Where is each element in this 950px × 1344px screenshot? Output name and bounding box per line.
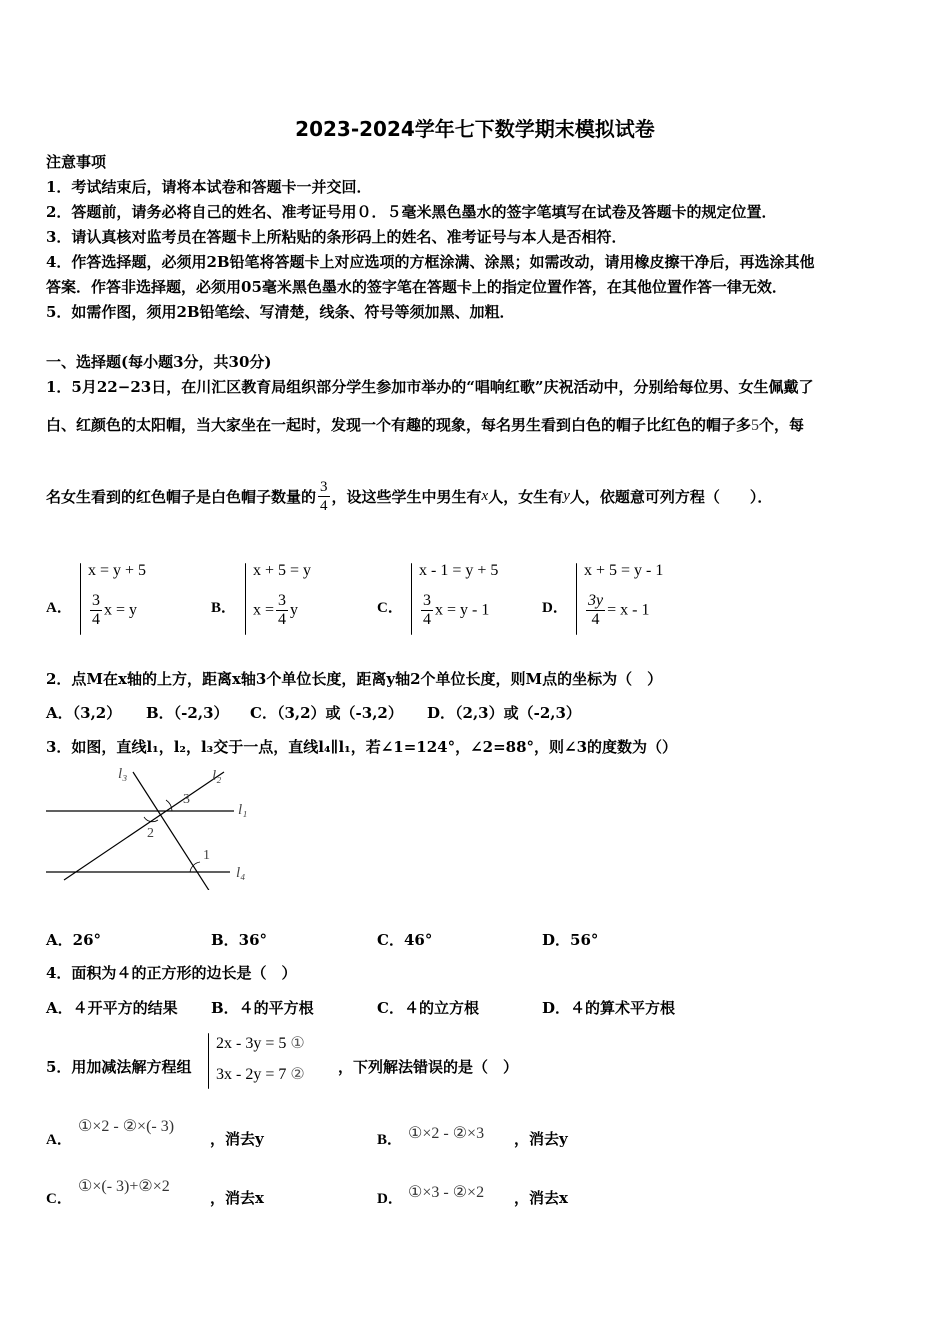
label-l2: l₂ (212, 768, 222, 784)
q5-option-c-expr: ①×(- 3)+②×2 (78, 1178, 170, 1195)
q1-option-b-eq2: x = $\frac{3}{4}$ y (253, 592, 299, 628)
q5-eq2: 3x - 2y = 7 ② (216, 1066, 305, 1083)
page-title: 2023-2024学年七下数学期末模拟试卷 (295, 117, 655, 141)
q1-option-a-eq1: x = y + 5 (88, 562, 147, 579)
q1-option-c-eq2: $\frac{3}{4}$ x = y - 1 (423, 592, 490, 628)
q2-option-c[interactable]: C．（3,2）或（-3,2） (250, 704, 403, 722)
q1-option-a-eq2: $\frac{3}{4}$ x = y (92, 592, 138, 628)
q5-option-c-label[interactable]: C． (46, 1191, 72, 1207)
q3-option-d[interactable]: D．56° (542, 931, 599, 949)
q5-option-a-tail: ，消去y (210, 1130, 264, 1148)
notice-heading: 注意事项 (46, 153, 107, 171)
q1-line3: 名女生看到的红色帽子是白色帽子数量的 $\frac{3}{4}$ ，设这些学生中男生有x人，女生有y人，依题意可列方程（ ）． (46, 479, 773, 514)
q5-eq1: 2x - 3y = 5 ① (216, 1035, 305, 1052)
q3-text: 3．如图，直线l₁，l₂，l₃交于一点，直线l₄∥l₁，若∠1=124°，∠2=88°，则∠3的度数为（） (46, 738, 678, 756)
q4-text: 4．面积为４的正方形的边长是（ ） (46, 964, 297, 982)
q3-figure (40, 760, 270, 890)
q3-option-a[interactable]: A．26° (46, 931, 102, 949)
q5-option-b-label[interactable]: B． (377, 1132, 403, 1148)
label-angle-1: 1 (203, 848, 210, 863)
q1-option-b-label[interactable]: B． (211, 600, 237, 616)
q1-line2: 白、红颜色的太阳帽，当大家坐在一起时，发现一个有趣的现象，每名男生看到白色的帽子比红色的帽子多5个，每 (46, 416, 805, 434)
label-angle-3: 3 (183, 792, 190, 807)
q5-option-a-expr: ①×2 - ②×(- 3) (78, 1118, 175, 1135)
q1-option-d-label[interactable]: D． (542, 600, 568, 616)
q4-option-b[interactable]: B．４的平方根 (211, 999, 314, 1017)
q5-pre: 5．用加减法解方程组 (46, 1058, 192, 1076)
section-heading: 一、选择题(每小题3分，共30分) (46, 353, 272, 371)
notice-item: 答案．作答非选择题，必须用05毫米黑色墨水的签字笔在答题卡上的指定位置作答，在其他位置作答一律无效． (46, 278, 787, 296)
q1-option-d-eq2: $\frac{3y}{4}$ = x - 1 (588, 592, 650, 628)
q1-option-a-label[interactable]: A． (46, 600, 72, 616)
q5-option-c-tail: ，消去x (210, 1189, 264, 1207)
label-angle-2: 2 (147, 826, 154, 841)
label-l1: l₁ (238, 802, 248, 818)
fraction-3-4: $\frac{3}{4}$ (320, 479, 328, 514)
notice-item: 1．考试结束后，请将本试卷和答题卡一并交回． (46, 178, 372, 196)
q5-option-a-label[interactable]: A． (46, 1132, 72, 1148)
q3-option-c[interactable]: C．46° (377, 931, 433, 949)
notice-item: 5．如需作图，须用2B铅笔绘、写清楚，线条、符号等须加黑、加粗． (46, 303, 515, 321)
q1-option-c-label[interactable]: C． (377, 600, 403, 616)
q1-line1: 1．5月22−23日，在川汇区教育局组织部分学生参加市举办的“唱响红歌”庆祝活动中，分别给每位男、女生佩戴了 (46, 378, 814, 396)
q1-option-c-eq1: x - 1 = y + 5 (419, 562, 499, 579)
q2-option-a[interactable]: A．（3,2） (46, 704, 122, 722)
q1-option-d-eq1: x + 5 = y - 1 (584, 562, 664, 579)
q5-option-b-expr: ①×2 - ②×3 (408, 1125, 485, 1142)
q1-option-b-eq1: x + 5 = y (253, 562, 312, 579)
notice-item: 2．答题前，请务必将自己的姓名、准考证号用０．５毫米黑色墨水的签字笔填写在试卷及答题卡的规定位置． (46, 203, 777, 221)
q5-option-d-tail: ，消去x (514, 1189, 568, 1207)
q2-text: 2．点M在x轴的上方，距离x轴3个单位长度，距离y轴2个单位长度，则M点的坐标为（ ） (46, 670, 663, 688)
label-l4: l₄ (236, 865, 246, 881)
q5-option-b-tail: ，消去y (514, 1130, 568, 1148)
notice-item: 3．请认真核对监考员在答题卡上所粘贴的条形码上的姓名、准考证号与本人是否相符． (46, 228, 627, 246)
q4-option-d[interactable]: D．４的算术平方根 (542, 999, 676, 1017)
q5-option-d-expr: ①×3 - ②×2 (408, 1184, 485, 1201)
q3-option-b[interactable]: B．36° (211, 931, 268, 949)
q2-option-d[interactable]: D．（2,3）或（-2,3） (427, 704, 581, 722)
q5-option-d-label[interactable]: D． (377, 1191, 403, 1207)
notice-item: 4．作答选择题，必须用2B铅笔将答题卡上对应选项的方框涂满、涂黑；如需改动，请用橡皮擦干净后，再选涂其他 (46, 253, 815, 271)
label-l3: l₃ (118, 766, 128, 782)
q4-option-a[interactable]: A．４开平方的结果 (46, 999, 178, 1017)
q2-option-b[interactable]: B．（-2,3） (146, 704, 229, 722)
q5-post: ，下列解法错误的是（ ） (338, 1058, 519, 1076)
q4-option-c[interactable]: C．４的立方根 (377, 999, 479, 1017)
